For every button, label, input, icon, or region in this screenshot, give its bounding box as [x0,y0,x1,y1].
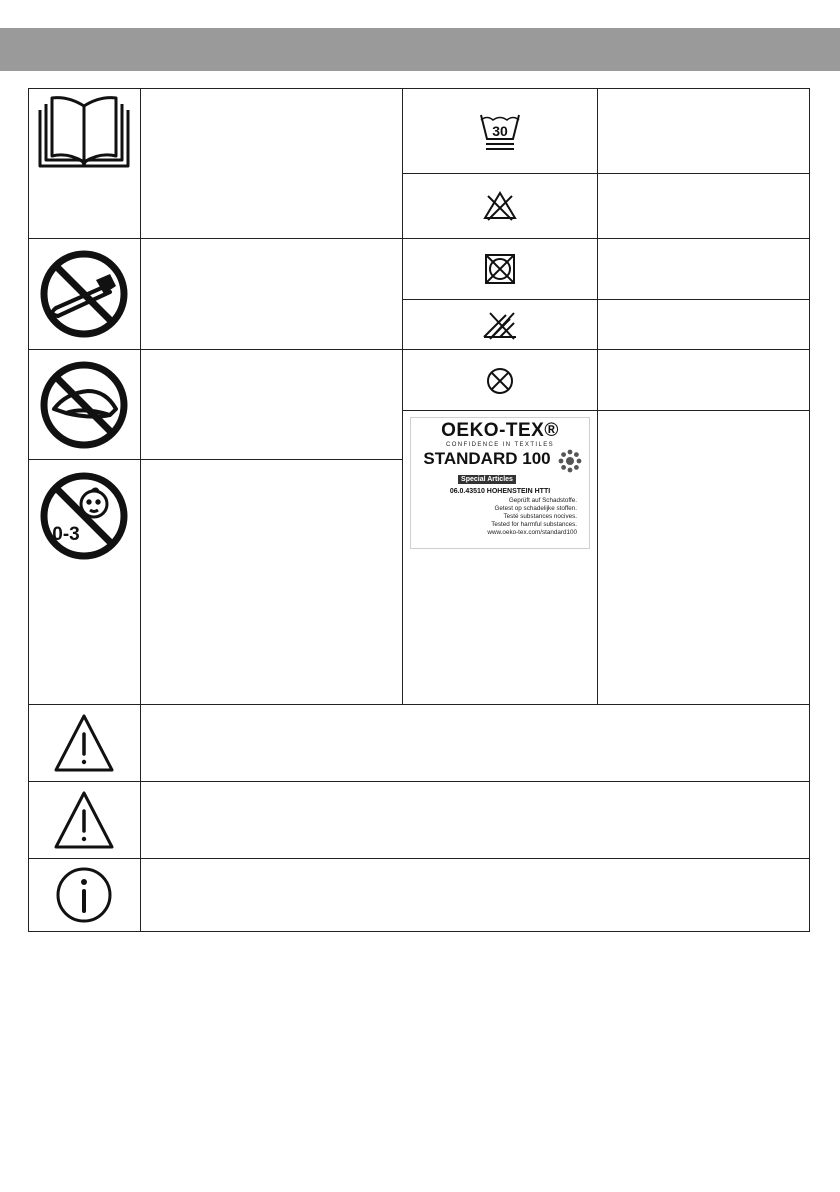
divider [28,858,810,859]
divider [402,238,810,239]
oeko-flower-logo [557,448,583,474]
oeko-standard: STANDARD 100 [423,449,551,468]
table-border-right [809,88,810,932]
warning-triangle-icon [32,708,136,778]
no-tumble-dry-icon [404,241,596,297]
oeko-brand: OEKO-TEX® [441,420,559,441]
oeko-certificate: 06.0.43510 HOHENSTEIN HTTI [449,488,551,495]
no-safety-pin-icon [32,242,136,346]
divider [140,88,141,932]
no-folded-use-icon [32,353,136,457]
header-bar [0,28,840,71]
divider [402,349,810,350]
oeko-tagline: CONFIDENCE IN TEXTILES [445,442,555,448]
warning-triangle-icon [32,785,136,855]
divider [28,459,403,460]
divider [402,173,810,174]
age-range-label: 0-3 [52,524,80,545]
read-manual-icon [32,92,136,172]
oeko-line: Geprüft auf Schadstoffe. [508,497,577,504]
table-border-left [28,88,29,932]
oeko-category: Special Articles [458,475,516,484]
divider [28,781,810,782]
no-bleach-icon [404,176,596,236]
divider [597,88,598,704]
divider [402,410,810,411]
divider [402,299,810,300]
info-icon [32,862,136,928]
wash-30-icon [404,94,596,170]
divider [28,238,403,239]
oeko-line: Getest op schadelijke stoffen. [494,505,577,512]
no-dry-clean-icon [404,353,596,408]
divider [402,88,403,704]
oeko-line: www.oeko-tex.com/standard100 [487,529,577,536]
table-border-top [28,88,810,89]
divider [28,704,810,705]
table-border-bottom [28,931,810,932]
not-for-children-0-3-icon [32,466,136,566]
no-dry-in-shade-icon [404,302,596,347]
oeko-line: Testé substances nocives. [503,513,577,520]
wash-temperature: 30 [492,123,508,139]
oeko-tex-label [410,417,590,549]
divider [28,349,403,350]
oeko-line: Tested for harmful substances. [491,521,577,528]
